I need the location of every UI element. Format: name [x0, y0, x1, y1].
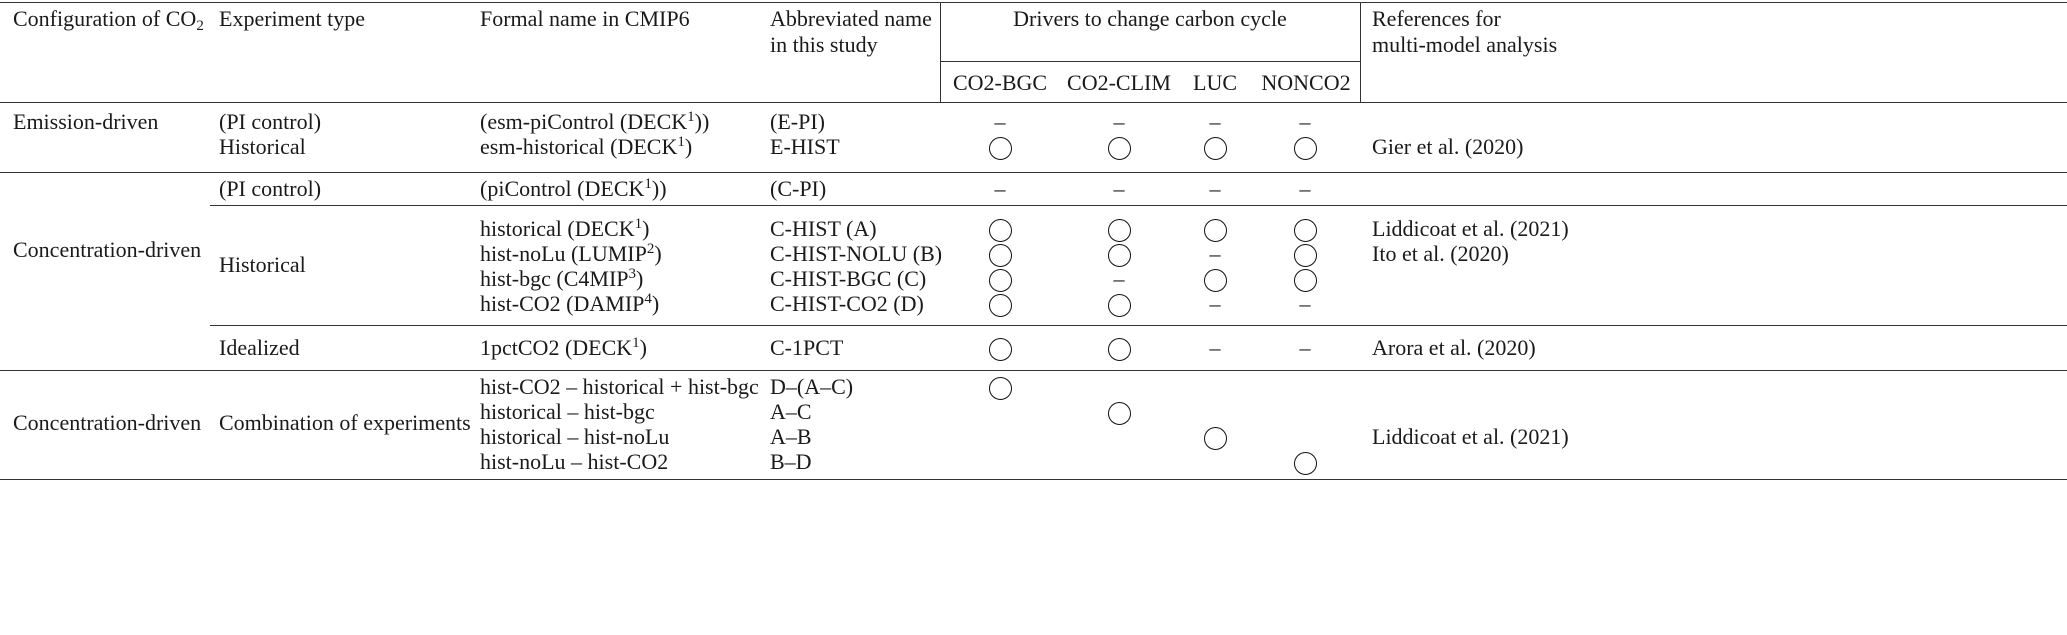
driver-circle-mark [989, 219, 1012, 242]
formal-name-text: historical – hist-bgc [480, 399, 655, 424]
driver-dash-mark: – [1299, 109, 1311, 134]
driver-circle-mark [1108, 402, 1131, 425]
header-configuration: Configuration of $CO_2$ [13, 6, 204, 34]
driver-circle-mark [1108, 338, 1131, 361]
formal-name-text: hist-CO2 (DAMIP [480, 291, 645, 316]
driver-circle-mark [1294, 244, 1317, 267]
formal-name-cell [480, 132, 692, 162]
reference-cell: Liddicoat et al. (2021) [1372, 424, 1569, 449]
driver-circle-mark [1294, 452, 1317, 475]
formal-name-text: 1pctCO2 (DECK [480, 335, 633, 360]
driver-circle-mark [989, 338, 1012, 361]
abbreviated-name-cell: E-HIST [770, 134, 840, 159]
driver-circle-mark [1108, 219, 1131, 242]
group2-configuration: Concentration-driven [13, 237, 202, 262]
header-vrule-right [1360, 2, 1361, 102]
header-abbrev-line1: Abbreviated name [770, 6, 932, 31]
driver-circle-mark [1204, 427, 1227, 450]
driver-dash-mark: – [994, 109, 1006, 134]
group2-pi-rule [210, 205, 2067, 206]
footnote-marker: 2 [646, 241, 655, 257]
footnote-marker: 1 [632, 335, 640, 351]
formal-name-text: esm-historical (DECK [480, 134, 678, 159]
formal-name-tail: ) [684, 134, 693, 159]
header-formal-name: Formal name in CMIP6 [480, 6, 690, 31]
formal-name-tail: ) [639, 335, 647, 360]
group2-hist-rule [210, 325, 2067, 326]
formal-name-cell [480, 174, 667, 204]
abbreviated-name-cell: C-HIST-BGC (C) [770, 266, 927, 291]
driver-dash-mark: – [1209, 176, 1221, 201]
abbreviated-name-cell: (E-PI) [770, 109, 825, 134]
driver-dash-mark: – [1299, 335, 1311, 360]
formal-name-text: hist-CO2 – historical + hist-bgc [480, 374, 759, 399]
header-bottom-rule [0, 102, 2067, 103]
formal-name-text: historical (DECK [480, 216, 635, 241]
abbreviated-name-cell: C-HIST (A) [770, 216, 877, 241]
footnote-marker: 1 [634, 216, 643, 232]
driver-circle-mark [989, 377, 1012, 400]
group1-type-historical: Historical [219, 134, 306, 159]
group1-configuration: Emission-driven [13, 109, 159, 134]
driver-dash-mark: – [1209, 291, 1221, 316]
group3-type: Combination of experiments [219, 410, 471, 435]
formal-name-text: hist-noLu (LUMIP [480, 241, 647, 266]
group1-bottom-rule [0, 172, 2067, 173]
abbreviated-name-cell: C-HIST-CO2 (D) [770, 291, 924, 316]
driver-dash-mark: – [1209, 335, 1221, 360]
reference-cell: Arora et al. (2020) [1372, 335, 1536, 360]
driver-dash-mark: – [994, 176, 1006, 201]
group1-type-pi: (PI control) [219, 109, 322, 134]
reference-cell: Gier et al. (2020) [1372, 134, 1524, 159]
formal-name-tail: ) [642, 216, 650, 241]
header-experiment-type: Experiment type [219, 6, 366, 31]
driver-circle-mark [989, 244, 1012, 267]
formal-name-cell [480, 333, 647, 363]
driver-circle-mark [989, 269, 1012, 292]
header-col-co2bgc: CO2-BGC [952, 70, 1048, 95]
reference-cell: Ito et al. (2020) [1372, 241, 1509, 266]
driver-dash-mark: – [1209, 241, 1221, 266]
driver-dash-mark: – [1299, 176, 1311, 201]
abbreviated-name-cell: D–(A–C) [770, 374, 854, 399]
abbreviated-name-cell: B–D [770, 449, 812, 474]
driver-dash-mark: – [1299, 291, 1311, 316]
formal-name-cell [480, 447, 668, 477]
formal-name-text: hist-bgc (C4MIP [480, 266, 629, 291]
driver-circle-mark [1108, 294, 1131, 317]
abbreviated-name-cell: C-1PCT [770, 335, 844, 360]
header-col-co2clim: CO2-CLIM [1067, 70, 1171, 95]
formal-name-text: historical – hist-noLu [480, 424, 670, 449]
driver-dash-mark: – [1209, 109, 1221, 134]
group2-bottom-rule [0, 370, 2067, 371]
reference-cell: Liddicoat et al. (2021) [1372, 216, 1569, 241]
abbreviated-name-cell: C-HIST-NOLU (B) [770, 241, 943, 266]
formal-name-tail: ) [636, 266, 644, 291]
formal-name-text: (esm-piControl (DECK [480, 109, 688, 134]
header-abbrev-line2: in this study [770, 32, 878, 57]
formal-name-tail: ) [654, 241, 662, 266]
table-top-rule [0, 2, 2067, 3]
formal-name-tail: )) [694, 109, 710, 134]
footnote-marker: 1 [677, 134, 685, 150]
driver-circle-mark [989, 137, 1012, 160]
formal-name-cell [480, 289, 659, 319]
driver-circle-mark [1108, 137, 1131, 160]
abbreviated-name-cell: A–B [770, 424, 812, 449]
drivers-underline [940, 61, 1360, 62]
footnote-marker: 1 [687, 109, 695, 125]
driver-circle-mark [1294, 219, 1317, 242]
header-col-luc: LUC [1193, 70, 1237, 95]
driver-dash-mark: – [1113, 109, 1125, 134]
group3-configuration: Concentration-driven [13, 410, 202, 435]
formal-name-tail: )) [651, 176, 667, 201]
abbreviated-name-cell: A–C [770, 399, 812, 424]
header-col-nonco2: NONCO2 [1261, 70, 1351, 95]
footnote-marker: 3 [628, 266, 636, 282]
group2-type-historical: Historical [219, 252, 306, 277]
header-drivers: Drivers to change carbon cycle [1013, 6, 1287, 31]
driver-dash-mark: – [1113, 266, 1125, 291]
driver-dash-mark: – [1113, 176, 1125, 201]
driver-circle-mark [989, 294, 1012, 317]
formal-name-text: hist-noLu – hist-CO2 [480, 449, 669, 474]
group2-type-idealized: Idealized [219, 335, 300, 360]
table-bottom-rule [0, 479, 2067, 480]
footnote-marker: 1 [644, 176, 652, 192]
formal-name-tail: ) [651, 291, 660, 316]
footnote-marker: 4 [644, 291, 652, 307]
driver-circle-mark [1204, 137, 1227, 160]
formal-name-text: (piControl (DECK [480, 176, 645, 201]
header-ref-line1: References for [1372, 6, 1501, 31]
driver-circle-mark [1294, 137, 1317, 160]
abbreviated-name-cell: (C-PI) [770, 176, 827, 201]
header-ref-line2: multi-model analysis [1372, 32, 1558, 57]
group2-type-pi: (PI control) [219, 176, 322, 201]
